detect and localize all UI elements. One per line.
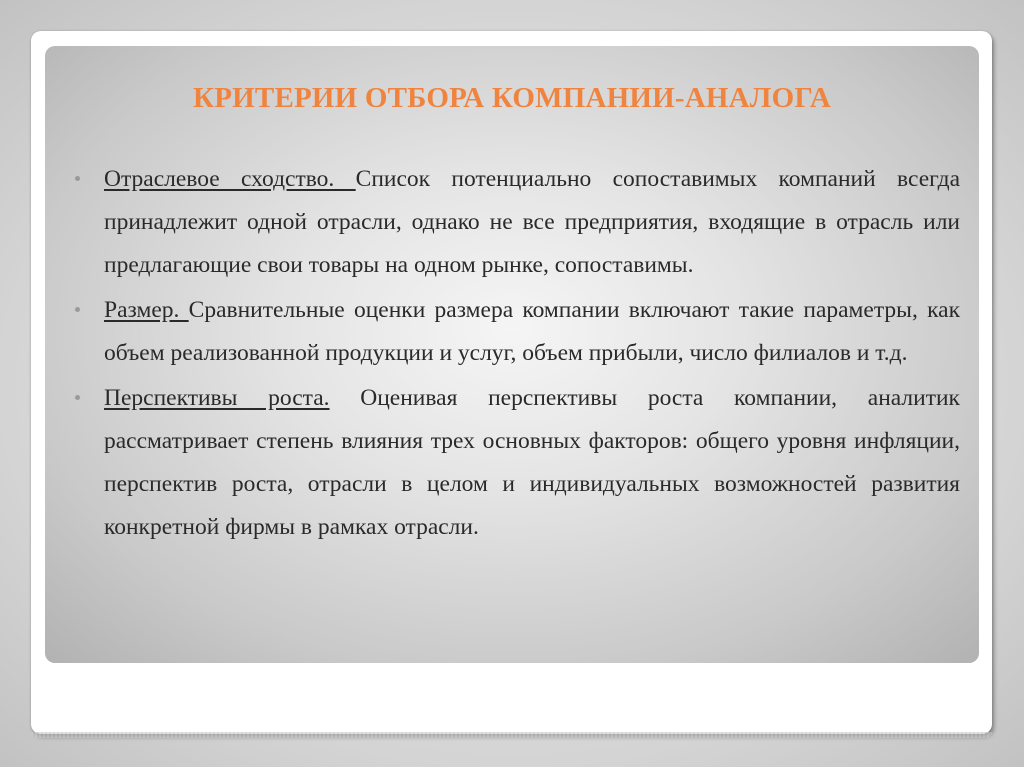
bullet-text: Оценивая перспективы роста компании, аналитик рассматривает степень влияния трех основных факторов: общего уровня инфляции, перспектив роста, отрасли в целом и индивидуальных возможностей развития конкретной фирмы в рамках отрасли. [104,385,960,540]
bullet-item-industry-similarity [75,158,960,287]
bullet-dot-icon [75,176,80,181]
bullet-dot-icon [75,307,80,312]
bullet-item-growth-prospects [75,377,960,549]
bullet-term: Перспективы роста. [104,385,330,411]
bullet-term: Размер. [104,297,189,323]
bullet-dot-icon [75,395,80,400]
frame-edge-decoration [31,732,992,738]
bullet-list [75,158,960,551]
slide-title: КРИТЕРИИ ОТБОРА КОМПАНИИ-АНАЛОГА [193,82,831,114]
bullet-text: Список потенциально сопоставимых компаний всегда принадлежит одной отрасли, однако не все предприятия, входящие в отрасль или предлагающие свои товары на одном рынке, сопоставимы. [104,166,960,278]
bullet-text: Сравнительные оценки размера компании включают такие параметры, как объем реализованной продукции и услуг, объем прибыли, число филиалов и т.д. [104,297,960,366]
bullet-item-size [75,289,960,375]
bullet-term: Отраслевое сходство. [104,166,356,192]
